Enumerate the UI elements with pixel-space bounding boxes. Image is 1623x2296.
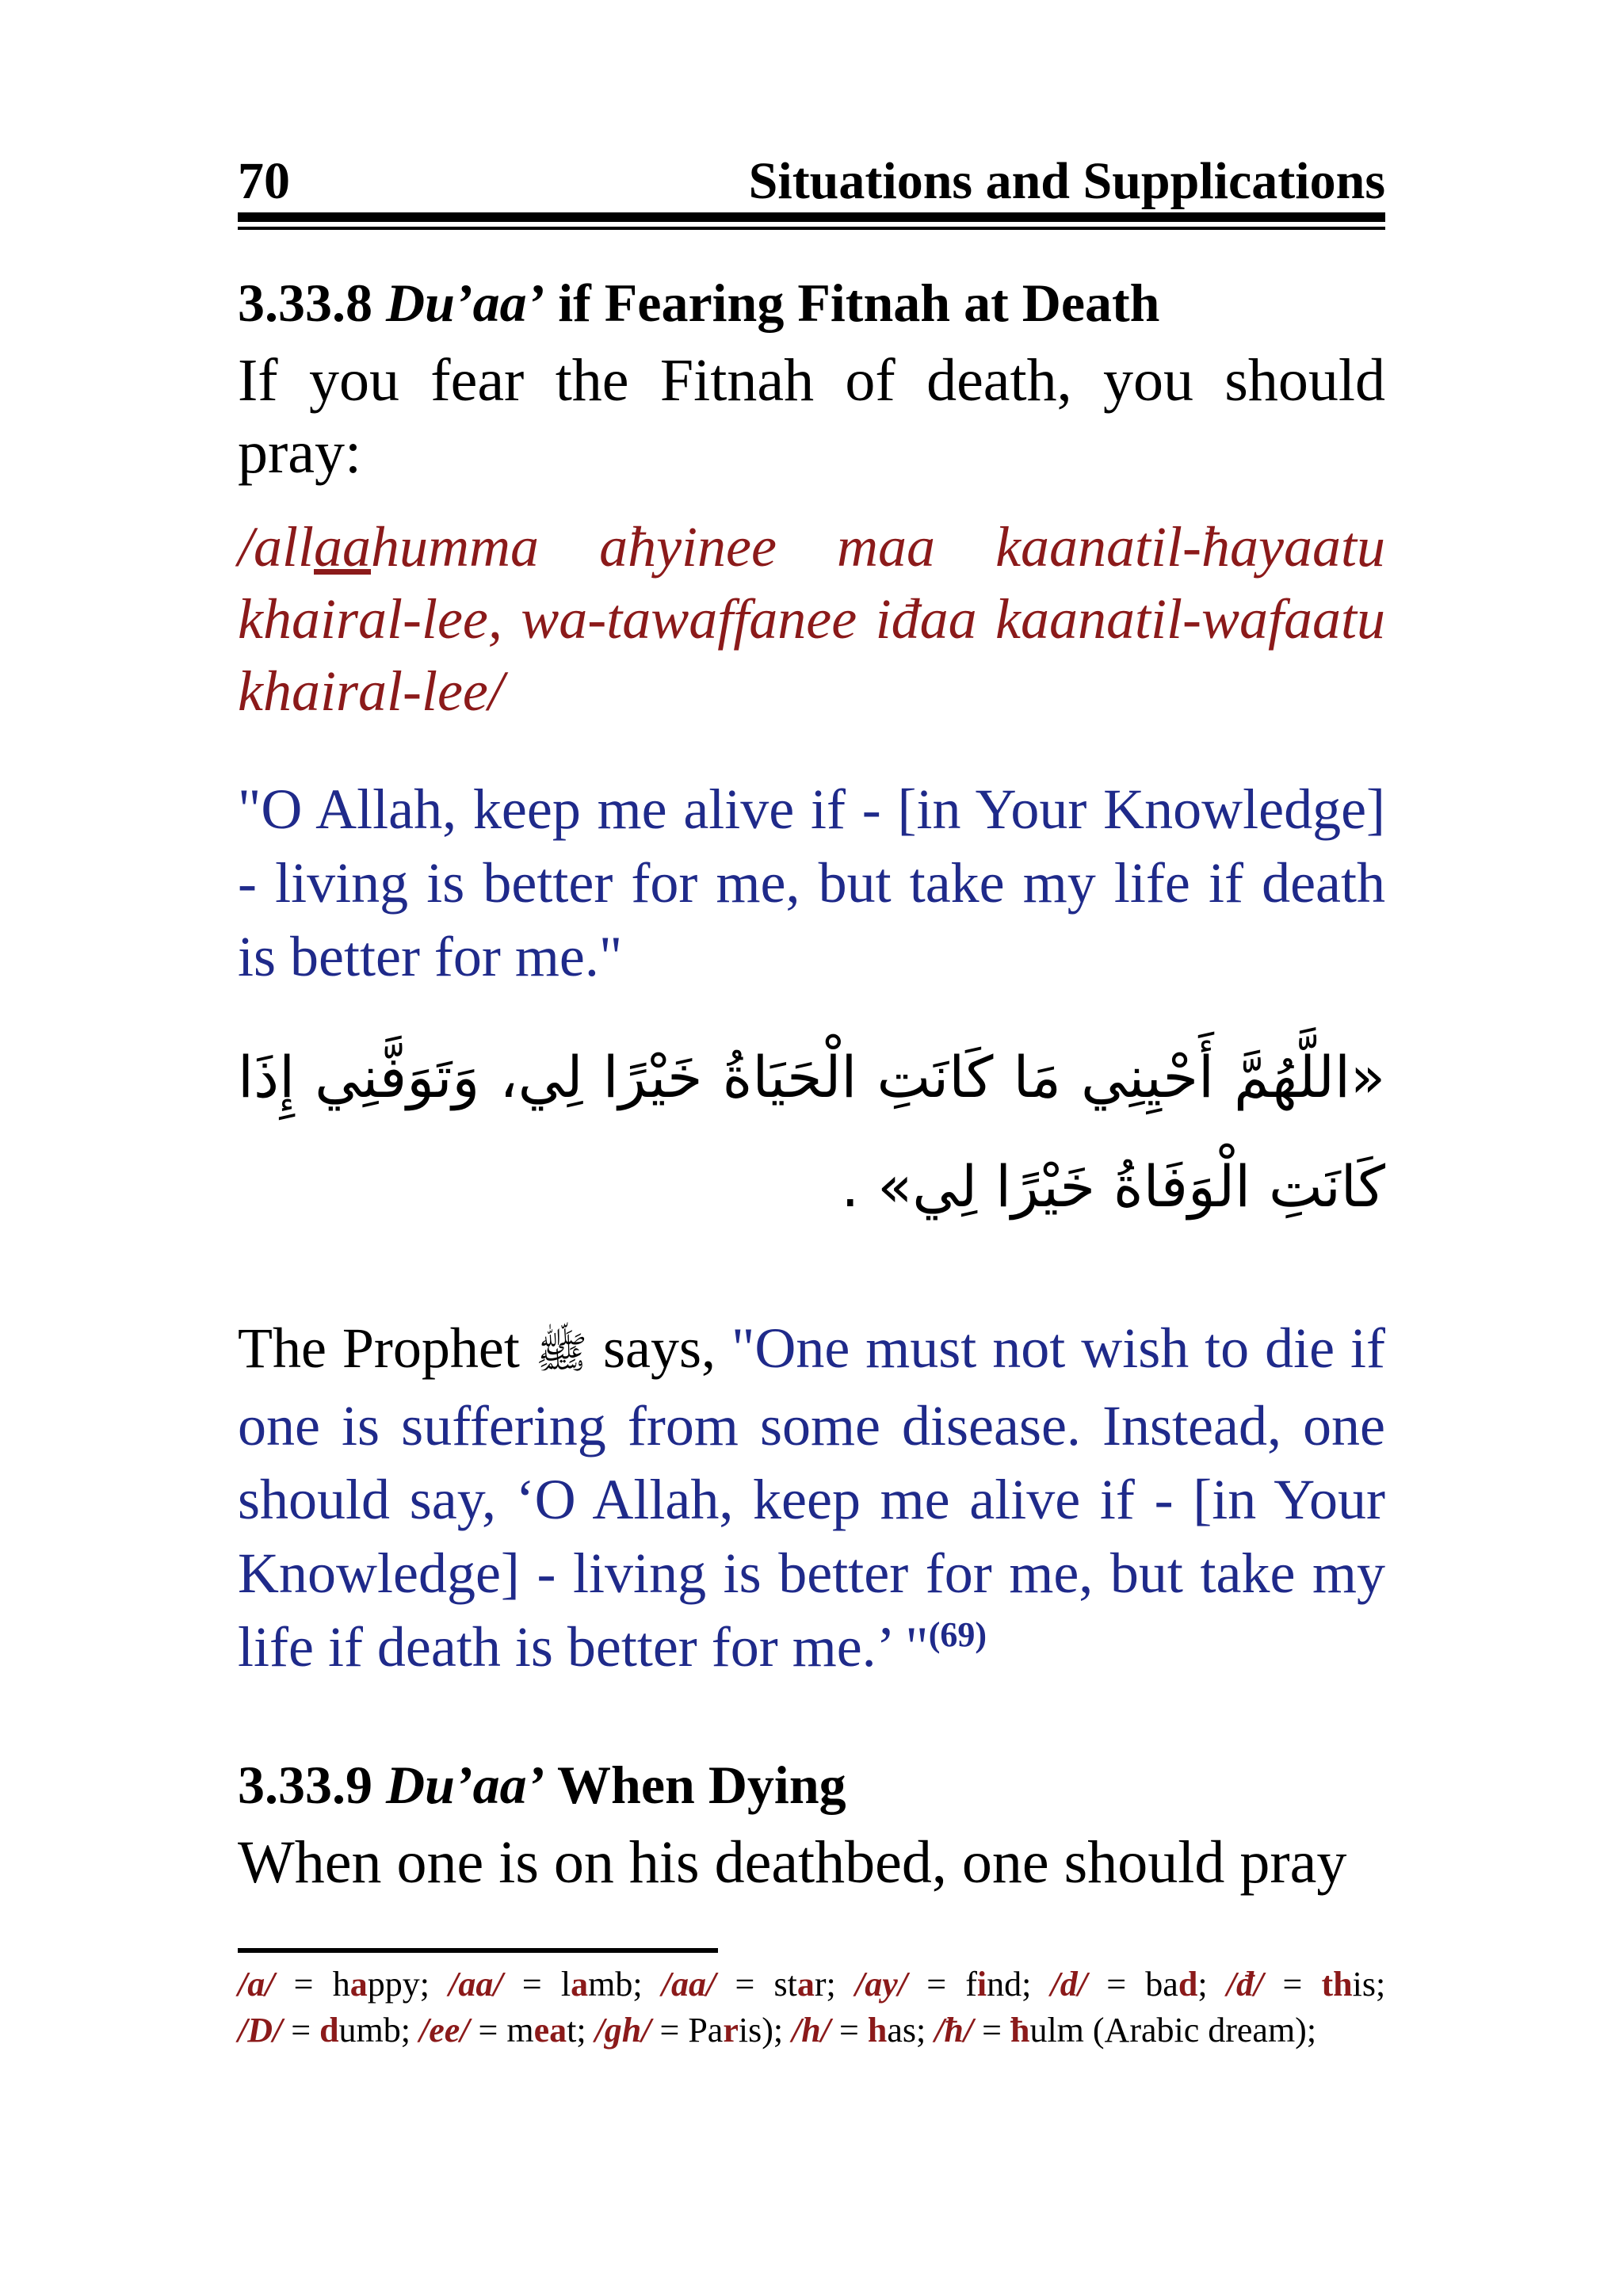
transliteration-key-footnote bbox=[238, 1962, 1385, 2053]
footnote-key-example: ; bbox=[1197, 1965, 1208, 2004]
footnote-key-item bbox=[792, 2011, 926, 2050]
arabic-supplication: «اللَّهُمَّ أَحْيِنِي مَا كَانَتِ الْحَيَاةُ خَيْرًا لِي، وَتَوَفَّنِي إِذَا كَانَتِ الْوَفَاةُ خَيْرًا لِي» . bbox=[238, 1044, 1385, 1220]
footnote-key-example: t; bbox=[567, 2011, 586, 2050]
footnote-key-equals: = bbox=[659, 2011, 680, 2050]
footnote-key-example: f bbox=[965, 1965, 977, 2004]
footnote-key-item bbox=[238, 1965, 430, 2004]
footnote-key-highlight: ea bbox=[533, 2011, 567, 2050]
section-intro-paragraph: If you fear the Fitnah of death, you should pray: bbox=[238, 347, 1385, 486]
footnote-key-equals: = bbox=[839, 2011, 859, 2050]
translation: "O Allah, keep me alive if - [in Your Knowledge] - living is better for me, but take my life if death is better for me." bbox=[238, 777, 1385, 988]
footnote-key-highlight: ħ bbox=[1010, 2011, 1030, 2050]
footnote-key-equals: = bbox=[735, 1965, 755, 2004]
footnote-key-item bbox=[1227, 1965, 1385, 2004]
footnote-key-example: ulm (Arabic dream); bbox=[1029, 2011, 1317, 2050]
footnote-key-symbol: /đ/ bbox=[1226, 1965, 1264, 2004]
section-heading-3-33-9 bbox=[238, 1755, 1385, 1815]
footnote-key-equals: = bbox=[521, 1965, 542, 2004]
footnote-key-example: ba bbox=[1145, 1965, 1178, 2004]
section-heading-text: When Dying bbox=[557, 1755, 846, 1815]
footnote-key-item bbox=[595, 2011, 784, 2050]
running-title: Situations and Supplications bbox=[748, 152, 1385, 210]
footnote-key-highlight: h bbox=[867, 2011, 888, 2050]
footnote-key-item bbox=[662, 1965, 836, 2004]
footnote-key-symbol: /ħ/ bbox=[934, 2011, 974, 2050]
footnote-key-equals: = bbox=[293, 1965, 314, 2004]
footnote-key-highlight: a bbox=[796, 1965, 815, 2004]
footnote-key-equals: = bbox=[1106, 1965, 1127, 2004]
footnote-key-symbol: /d/ bbox=[1050, 1965, 1088, 2004]
footnote-key-example: ppy; bbox=[367, 1965, 430, 2004]
footnote-key-example: is); bbox=[738, 2011, 784, 2050]
section-number: 3.33.8 bbox=[238, 273, 372, 333]
salawat-symbol: ﷺ bbox=[535, 1328, 588, 1377]
footnote-key-highlight: a bbox=[571, 1965, 589, 2004]
footnote-rule bbox=[238, 1948, 718, 1953]
section-heading-italic: Du’aa’ bbox=[386, 273, 545, 333]
footnote-key-example: m bbox=[506, 2011, 534, 2050]
footnote-key-example: st bbox=[773, 1965, 797, 2004]
footnote-key-example: r; bbox=[814, 1965, 836, 2004]
footnote-key-equals: = bbox=[982, 2011, 1002, 2050]
footnote-key-item bbox=[934, 2011, 1316, 2050]
page-header bbox=[238, 143, 1385, 208]
footnote-key-highlight: i bbox=[976, 1965, 987, 2004]
footnote-key-highlight: a bbox=[349, 1965, 368, 2004]
footnote-key-example: is; bbox=[1352, 1965, 1386, 2004]
section-heading-italic: Du’aa’ bbox=[386, 1755, 545, 1815]
footnote-key-symbol: /a/ bbox=[238, 1965, 275, 2004]
footnote-key-highlight: d bbox=[1178, 1965, 1198, 2004]
footnote-key-equals: = bbox=[1282, 1965, 1303, 2004]
section-intro-paragraph: When one is on his deathbed, one should pray bbox=[238, 1829, 1347, 1896]
hadith-lead: The Prophet bbox=[238, 1316, 520, 1380]
hadith-quote: "One must not wish to die if one is suffering from some disease. Instead, one should say, ‘O Allah, keep me alive if - [in Your Knowledge] - living is better for me, but take my life if death is better for me.’ " bbox=[238, 1316, 1386, 1679]
footnote-key-example: mb; bbox=[588, 1965, 643, 2004]
section-heading-text: if Fearing Fitnah at Death bbox=[558, 273, 1160, 333]
footnote-key-symbol: /h/ bbox=[792, 2011, 831, 2050]
footnote-key-item bbox=[419, 2011, 586, 2050]
footnote-key-equals: = bbox=[291, 2011, 311, 2050]
footnote-key-example: umb; bbox=[338, 2011, 411, 2050]
hadith-paragraph bbox=[238, 1312, 1385, 1684]
footnote-key-symbol: /ay/ bbox=[854, 1965, 907, 2004]
hadith-says: says, bbox=[603, 1316, 716, 1380]
footnote-key-symbol: /D/ bbox=[238, 2011, 283, 2050]
transliteration: /allaahumma aħyinee maa kaanatil-ħayaatu khairal-lee, wa-tawaffanee iđaa kaanatil-wafaatu khairal-lee/ bbox=[238, 515, 1385, 723]
footnote-key-highlight: th bbox=[1321, 1965, 1353, 2004]
footnote-key-example: nd; bbox=[987, 1965, 1032, 2004]
footnote-reference[interactable]: (69) bbox=[928, 1615, 987, 1654]
footnote-key-symbol: /ee/ bbox=[419, 2011, 470, 2050]
footnote-key-example: h bbox=[332, 1965, 350, 2004]
footnote-key-item bbox=[1051, 1965, 1208, 2004]
page-number: 70 bbox=[238, 152, 290, 210]
footnote-key-example: Pa bbox=[688, 2011, 724, 2050]
footnote-key-equals: = bbox=[478, 2011, 498, 2050]
section-heading-3-33-8 bbox=[238, 273, 1385, 333]
header-rule-thick bbox=[238, 212, 1385, 222]
header-rule-thin bbox=[238, 227, 1385, 230]
footnote-key-example: l bbox=[560, 1965, 571, 2004]
footnote-key-example: as; bbox=[887, 2011, 926, 2050]
section-number: 3.33.9 bbox=[238, 1755, 372, 1815]
footnote-key-symbol: /aa/ bbox=[449, 1965, 503, 2004]
footnote-key-highlight: r bbox=[723, 2011, 739, 2050]
footnote-key-equals: = bbox=[926, 1965, 947, 2004]
footnote-key-item bbox=[855, 1965, 1031, 2004]
footnote-key-item bbox=[238, 2011, 411, 2050]
footnote-key-highlight: d bbox=[319, 2011, 339, 2050]
footnote-key-symbol: /aa/ bbox=[661, 1965, 716, 2004]
footnote-key-item bbox=[449, 1965, 642, 2004]
footnote-key-symbol: /gh/ bbox=[594, 2011, 651, 2050]
